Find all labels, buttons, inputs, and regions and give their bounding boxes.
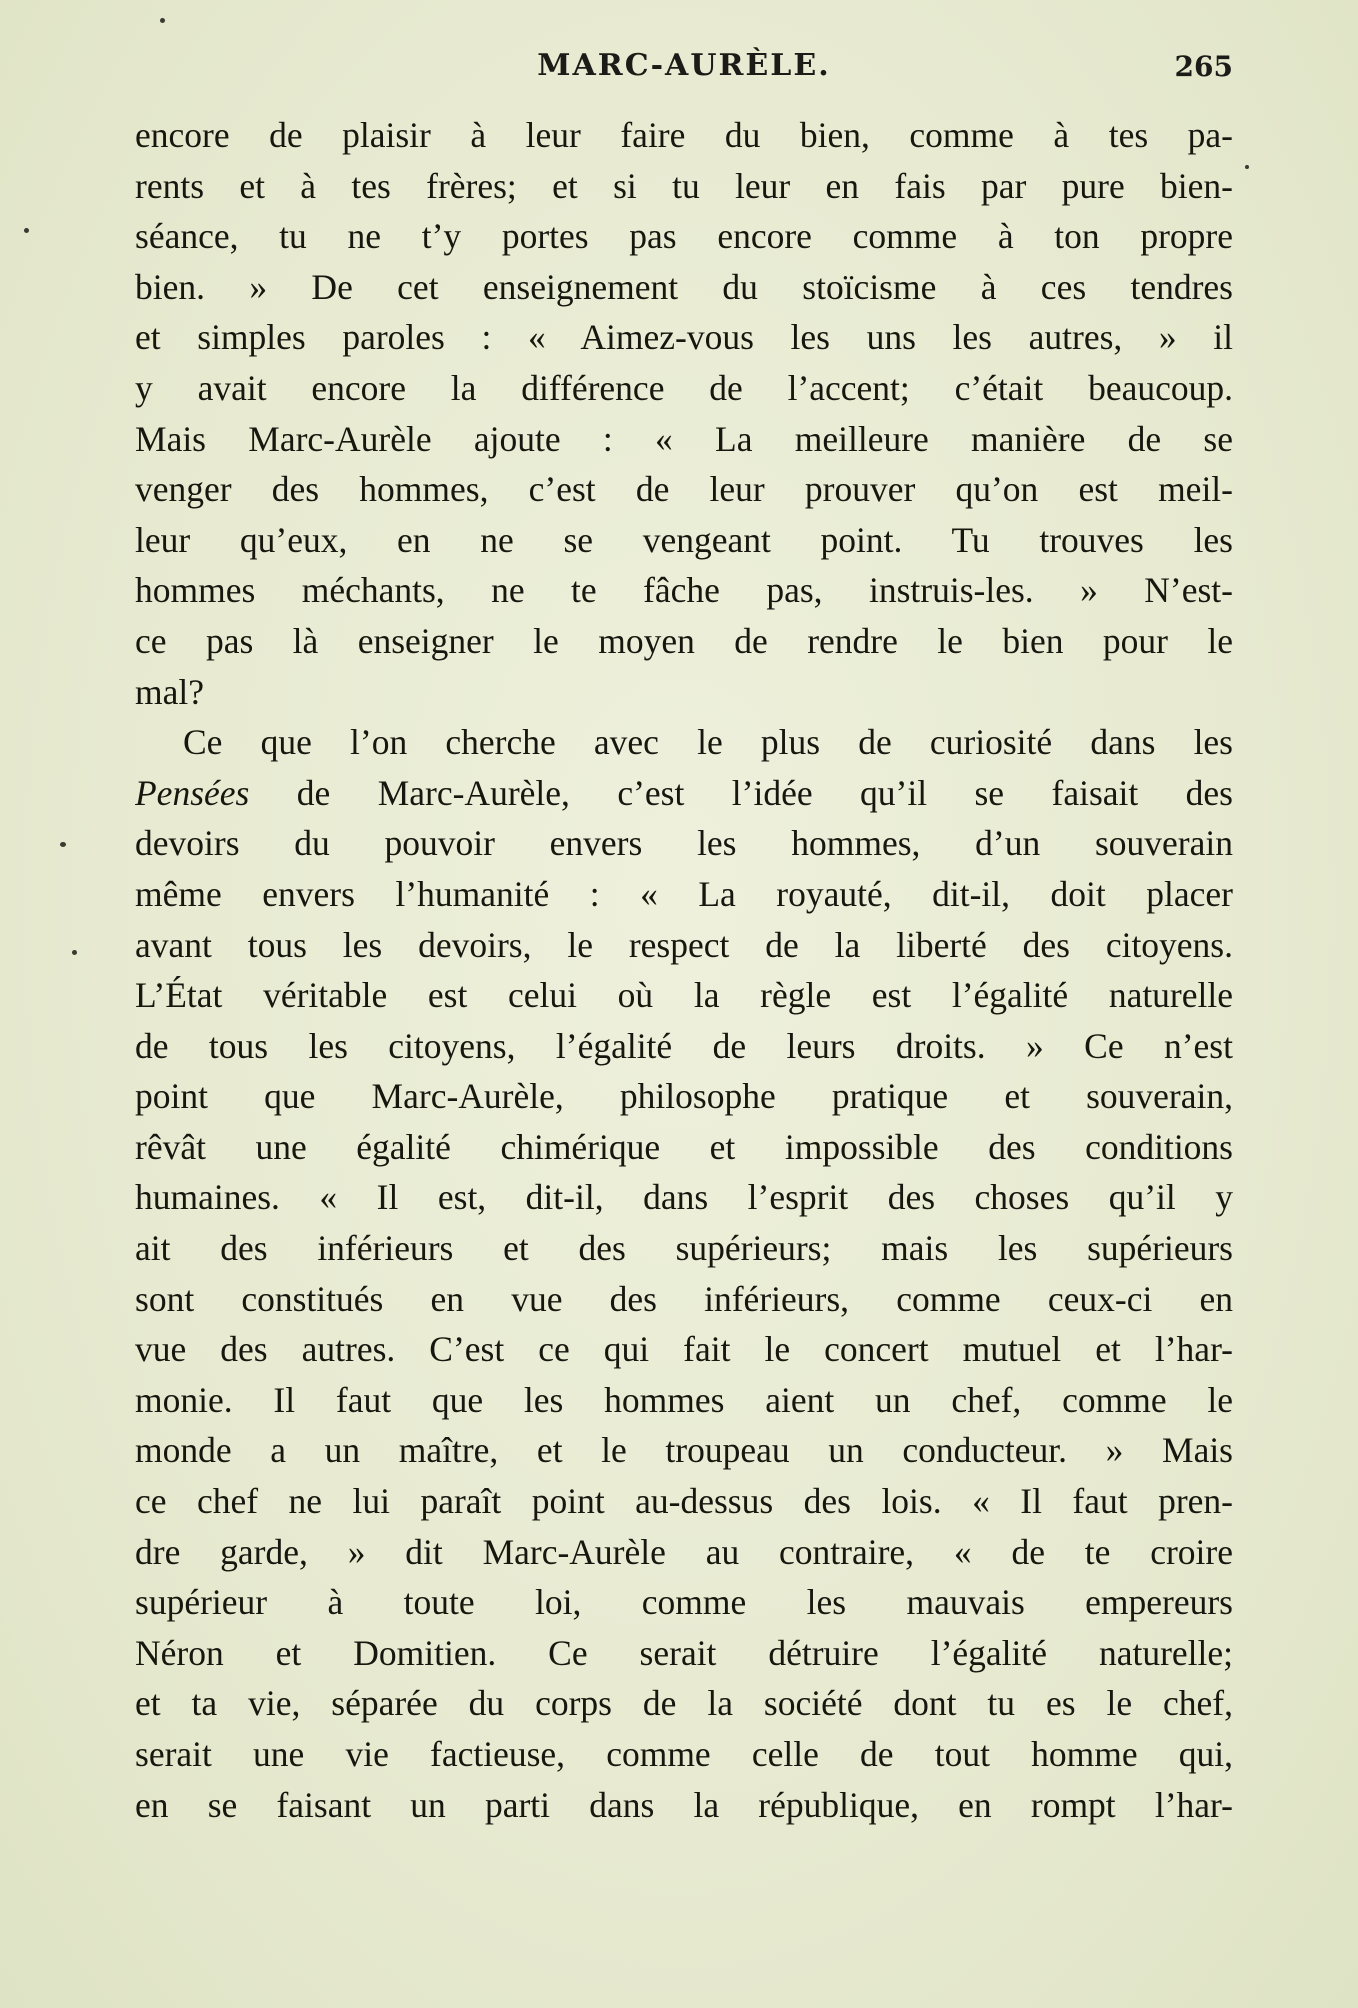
text-line: vue des autres. C’est ce qui fait le concert mutuel et l’har- bbox=[135, 1329, 1233, 1370]
text-line: en se faisant un parti dans la république, en rompt l’har- bbox=[135, 1784, 1233, 1825]
text-line: et ta vie, séparée du corps de la société dont tu es le chef, bbox=[135, 1683, 1233, 1724]
running-head bbox=[135, 48, 1233, 98]
text-line: Néron et Domitien. Ce serait détruire l’égalité naturelle; bbox=[135, 1632, 1233, 1673]
text-line: ce pas là enseigner le moyen de rendre le bien pour le bbox=[135, 620, 1233, 661]
text-line: monie. Il faut que les hommes aient un chef, comme le bbox=[135, 1379, 1233, 1420]
paper-speck bbox=[160, 18, 165, 23]
text-line: sont constitués en vue des inférieurs, comme ceux-ci en bbox=[135, 1278, 1233, 1319]
text-line: Pensées de Marc-Aurèle, c’est l’idée qu’il se faisait des bbox=[135, 772, 1233, 813]
text-line: Ce que l’on cherche avec le plus de curiosité dans les bbox=[183, 722, 1233, 763]
text-line: venger des hommes, c’est de leur prouver qu’on est meil- bbox=[135, 469, 1233, 510]
text-line: de tous les citoyens, l’égalité de leurs droits. » Ce n’est bbox=[135, 1025, 1233, 1066]
text-line: rêvât une égalité chimérique et impossible des conditions bbox=[135, 1126, 1233, 1167]
text-line: bien. » De cet enseignement du stoïcisme à ces tendres bbox=[135, 266, 1233, 307]
text-line: humaines. « Il est, dit-il, dans l’esprit des choses qu’il y bbox=[135, 1177, 1233, 1218]
text-line: ce chef ne lui paraît point au-dessus des lois. « Il faut pren- bbox=[135, 1481, 1233, 1522]
paper-speck bbox=[72, 950, 77, 955]
text-line: mal? bbox=[135, 671, 204, 712]
text-line: et simples paroles : « Aimez-vous les uns les autres, » il bbox=[135, 317, 1233, 358]
paper-speck bbox=[24, 228, 29, 233]
text-line: supérieur à toute loi, comme les mauvais empereurs bbox=[135, 1582, 1233, 1623]
page-number: 265 bbox=[1174, 50, 1233, 83]
text-line: hommes méchants, ne te fâche pas, instruis-les. » N’est- bbox=[135, 570, 1233, 611]
text-line: L’État véritable est celui où la règle est l’égalité naturelle bbox=[135, 975, 1233, 1016]
paper-speck bbox=[1245, 165, 1249, 169]
text-line: rents et à tes frères; et si tu leur en fais par pure bien- bbox=[135, 165, 1233, 206]
text-line: Mais Marc-Aurèle ajoute : « La meilleure manière de se bbox=[135, 418, 1233, 459]
text-line: point que Marc-Aurèle, philosophe pratique et souverain, bbox=[135, 1076, 1233, 1117]
text-line: même envers l’humanité : « La royauté, dit-il, doit placer bbox=[135, 873, 1233, 914]
text-line: serait une vie factieuse, comme celle de tout homme qui, bbox=[135, 1734, 1233, 1774]
text-line: encore de plaisir à leur faire du bien, comme à tes pa- bbox=[135, 115, 1233, 155]
text-line: séance, tu ne t’y portes pas encore comme à ton propre bbox=[135, 216, 1233, 257]
running-title: MARC-AURÈLE. bbox=[537, 48, 831, 83]
text-line: leur qu’eux, en ne se vengeant point. Tu trouves les bbox=[135, 519, 1233, 560]
book-title: Pensées bbox=[135, 772, 250, 813]
text-line: devoirs du pouvoir envers les hommes, d’un souverain bbox=[135, 823, 1233, 864]
text-line: ait des inférieurs et des supérieurs; mais les supérieurs bbox=[135, 1228, 1233, 1269]
body-text bbox=[135, 110, 1233, 1830]
text-line: avant tous les devoirs, le respect de la liberté des citoyens. bbox=[135, 924, 1233, 965]
text-line: dre garde, » dit Marc-Aurèle au contraire, « de te croire bbox=[135, 1531, 1233, 1572]
paper-speck bbox=[60, 842, 66, 847]
text-line: monde a un maître, et le troupeau un conducteur. » Mais bbox=[135, 1430, 1233, 1471]
text-line: y avait encore la différence de l’accent; c’était beaucoup. bbox=[135, 367, 1233, 408]
